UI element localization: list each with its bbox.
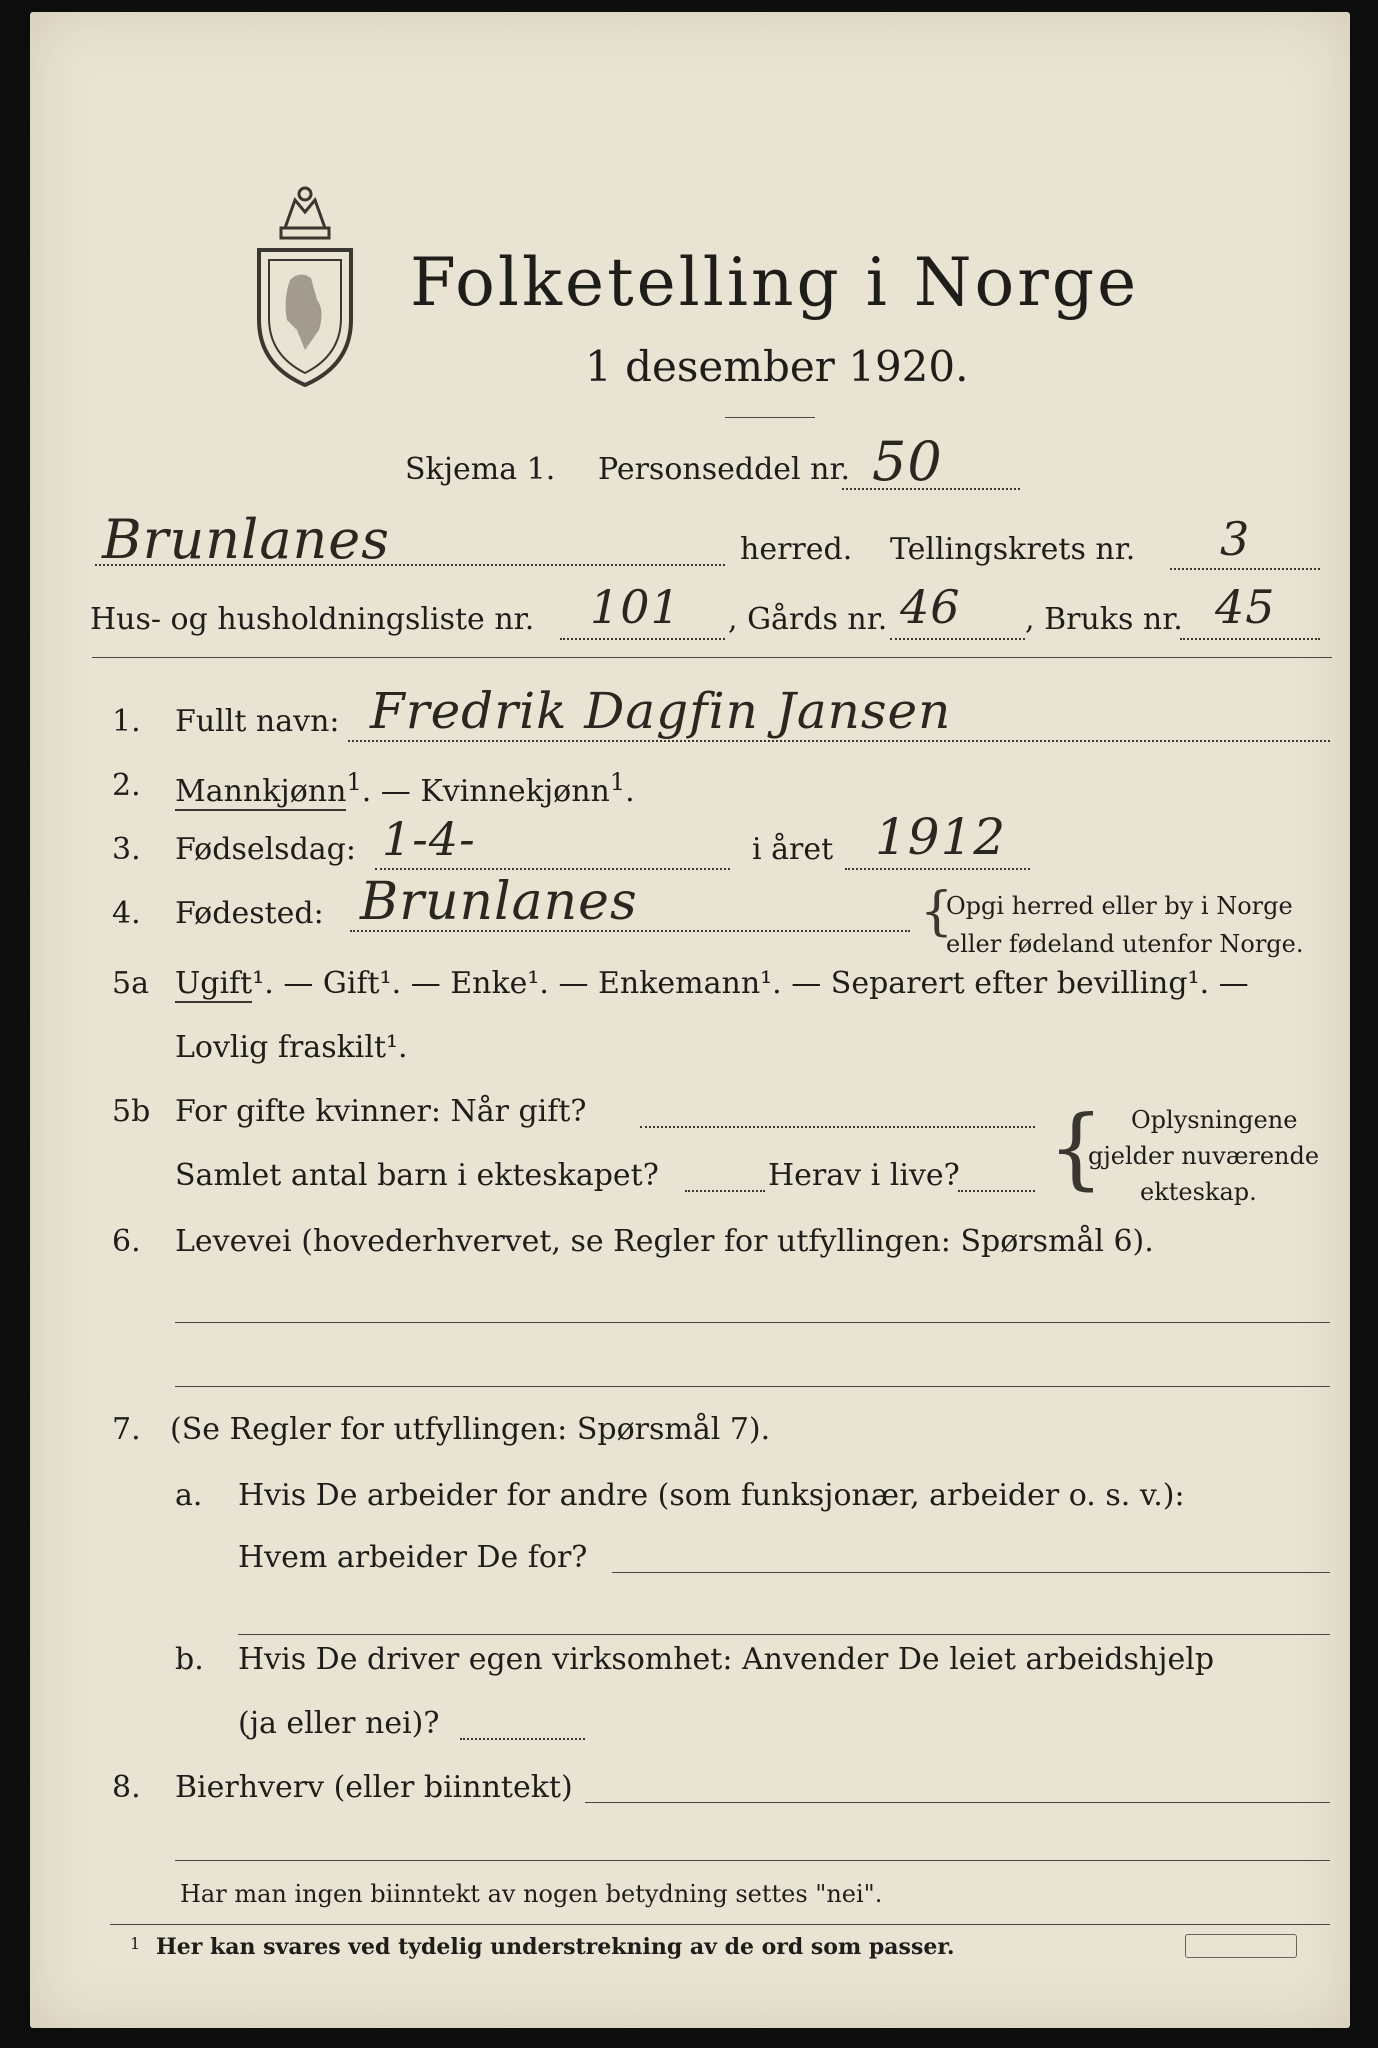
personseddel-label: Personseddel nr. <box>598 452 851 487</box>
q5b-number: 5b <box>112 1094 151 1129</box>
q5b-married-label: For gifte kvinner: Når gift? <box>175 1094 587 1129</box>
gards-value[interactable]: 46 <box>900 580 961 634</box>
q3-number: 3. <box>112 832 141 867</box>
q7a-letter: a. <box>175 1478 203 1513</box>
personseddel-value[interactable]: 50 <box>872 430 943 493</box>
q2-footnote-mark-2: 1 <box>609 768 626 796</box>
household-list-value[interactable]: 101 <box>590 580 681 634</box>
male-option[interactable]: Mannkjønn <box>175 774 347 809</box>
census-form-page <box>30 12 1350 2028</box>
tellingskrets-value[interactable]: 3 <box>1220 512 1251 566</box>
form-date: 1 desember 1920. <box>585 342 969 391</box>
q6-label: Levevei (hovederhvervet, se Regler for utfyllingen: Spørsmål 6). <box>175 1224 1154 1259</box>
q7b-line <box>460 1738 585 1740</box>
q5a-other-options[interactable]: ¹. — Gift¹. — Enke¹. — Enkemann¹. — Separert efter bevilling¹. — <box>252 966 1249 1001</box>
q8-number: 8. <box>112 1770 141 1805</box>
q5b-married-line <box>640 1126 1035 1128</box>
q6-line-2 <box>175 1386 1330 1387</box>
birthplace-value[interactable]: Brunlanes <box>360 872 638 932</box>
q1-line <box>348 740 1330 742</box>
norwegian-coat-of-arms-icon <box>245 180 365 390</box>
schema-label: Skjema 1. <box>405 452 556 487</box>
q1-number: 1. <box>112 704 141 739</box>
tellingskrets-label: Tellingskrets nr. <box>890 532 1136 567</box>
q7a-label-1: Hvis De arbeider for andre (som funksjonær, arbeider o. s. v.): <box>238 1478 1185 1513</box>
header-divider <box>92 657 1332 658</box>
q2-number: 2. <box>112 768 141 803</box>
form-title: Folketelling i Norge <box>410 244 1140 321</box>
q5b-alive-label: Herav i live? <box>768 1158 960 1193</box>
q5a-divorced-option[interactable]: Lovlig fraskilt¹. <box>175 1030 408 1065</box>
q5b-brace: { <box>1048 1096 1104 1199</box>
q3-label: Fødselsdag: <box>175 832 356 867</box>
birthdate-line <box>375 868 730 870</box>
q2-footnote-mark-1: 1 <box>346 768 362 796</box>
printer-stamp <box>1185 1934 1297 1958</box>
footnote-divider <box>110 1924 1330 1925</box>
q8-label: Bierhverv (eller biinntekt) <box>175 1770 573 1805</box>
q4-brace: { <box>920 882 954 942</box>
household-list-line <box>560 638 725 640</box>
q7b-label-1: Hvis De driver egen virksomhet: Anvender De leiet arbeidshjelp <box>238 1642 1215 1677</box>
q8-note: Har man ingen biinntekt av nogen betydning settes "nei". <box>180 1880 883 1908</box>
q7-number: 7. <box>112 1412 141 1447</box>
q2-separator: . — <box>361 774 421 809</box>
bruks-line <box>1180 638 1320 640</box>
q7a-line-2 <box>238 1634 1330 1635</box>
q4-note-1: Opgi herred eller by i Norge <box>946 892 1293 920</box>
female-option[interactable]: Kvinnekjønn <box>420 774 610 809</box>
q1-label: Fullt navn: <box>175 704 340 739</box>
bruks-label: , Bruks nr. <box>1025 602 1183 637</box>
q5a-number: 5a <box>112 966 149 1001</box>
q4-label: Fødested: <box>175 896 324 931</box>
household-list-label: Hus- og husholdningsliste nr. <box>90 602 535 637</box>
ugift-option[interactable]: Ugift <box>175 966 253 1001</box>
q7b-label-2: (ja eller nei)? <box>238 1706 440 1741</box>
footnote-text: Her kan svares ved tydelig understrekning av de ord som passer. <box>156 1934 955 1960</box>
q5b-alive-line <box>958 1190 1035 1192</box>
footnote-mark: 1 <box>130 1934 141 1953</box>
q7b-letter: b. <box>175 1642 204 1677</box>
gards-line <box>890 638 1025 640</box>
tellingskrets-line <box>1170 568 1320 570</box>
q7a-label-2: Hvem arbeider De for? <box>238 1540 588 1575</box>
q5a-options <box>175 966 1249 1001</box>
gards-label: , Gårds nr. <box>728 602 888 637</box>
q4-number: 4. <box>112 896 141 931</box>
birth-year-value[interactable]: 1912 <box>875 808 1007 866</box>
q2-line: Mannkjønn$^1$. — Kvinnekjønn$^1$. <box>175 768 635 809</box>
birthdate-value[interactable]: 1-4- <box>382 812 476 866</box>
q5b-children-line <box>685 1190 765 1192</box>
q3-year-label: i året <box>752 832 834 867</box>
q8-line-2 <box>175 1860 1330 1861</box>
birth-year-line <box>845 868 1030 870</box>
q8-line-1 <box>585 1802 1330 1803</box>
q6-number: 6. <box>112 1224 141 1259</box>
q5b-note-3: ekteskap. <box>1140 1178 1257 1206</box>
q4-note-2: eller fødeland utenfor Norge. <box>946 930 1304 958</box>
q6-line-1 <box>175 1322 1330 1323</box>
q5b-children-label: Samlet antal barn i ekteskapet? <box>175 1158 659 1193</box>
q7-label: (Se Regler for utfyllingen: Spørsmål 7). <box>170 1412 771 1447</box>
title-divider <box>725 417 815 418</box>
herred-value[interactable]: Brunlanes <box>102 508 390 571</box>
herred-label: herred. <box>740 532 853 567</box>
full-name-value[interactable]: Fredrik Dagfin Jansen <box>370 682 952 740</box>
q7a-line-1 <box>612 1572 1330 1573</box>
q5b-note-1: Oplysningene <box>1131 1106 1298 1134</box>
q5b-note-2: gjelder nuværende <box>1088 1142 1320 1170</box>
bruks-value[interactable]: 45 <box>1215 580 1276 634</box>
